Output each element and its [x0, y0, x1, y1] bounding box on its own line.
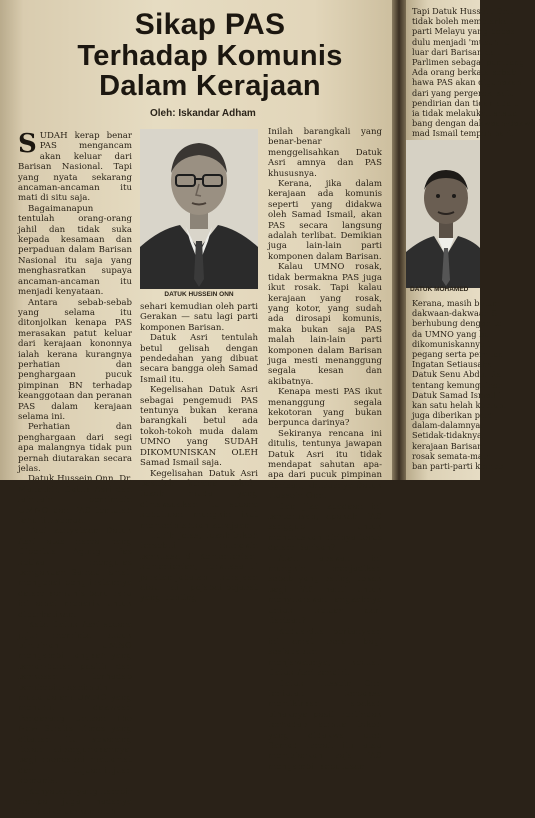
text-line: juga diberikan perh — [412, 410, 495, 421]
paragraph: sehari kemudian oleh parti Gerakan — satu lagi parti komponen Barisan. — [140, 302, 258, 333]
paragraph: Dan jika keadaan ini berterusan, apakah PAS sanggup untuk meneruskan dirinya terus dalam Barisan? — [268, 501, 382, 554]
text-line: dakwaan-dakwaan S — [412, 308, 498, 319]
lead-text: UDAH kerap benar PAS mengancam akan keluar dari Barisan Nasional. Tapi yang nyata sekarang ancaman-ancaman itu mati di situ saja. — [18, 131, 132, 204]
portrait-illustration — [406, 140, 480, 288]
text-line: ban parti-parti kompo — [412, 461, 504, 471]
paragraph: Bagaimanapun tentulah orang-orang jahil dan tidak suka kepada kesamaan dan perpaduan dalam Barisan Nasional itu saja yang menghasratkan supaya ancaman-ancaman itu menjadi kenyataan. — [18, 203, 132, 298]
paragraph: Datuk Asri tentulah betul gelisah dengan pendedahan yang dibuat secara bangga oleh Samad Ismail itu. — [140, 333, 258, 385]
paragraph: Kenyataan yang hampir serupa juga nadanya telah dikeluarkan oleh — [18, 786, 132, 818]
headline-line-3: Dalam Kerajaan — [99, 70, 321, 102]
text-line: dulu menjadi 'musuh' U — [412, 36, 511, 47]
paragraph: Inilah barangkali yang benar-benar menggelisahkan Datuk Asri amnya dan PAS khususnya. — [268, 127, 382, 179]
paragraph: Perhatian dan penghargaan dari segi apa malangnya tidak pun pernah diutarakan secara jelas. — [18, 422, 132, 474]
paragraph: Kenapa mesti PAS ikut menanggung segala kekotoran yang bukan berpunca darinya? — [268, 387, 382, 429]
article-column-2 — [140, 302, 258, 604]
text-line: kerajaan Barisan — [412, 440, 483, 451]
text-line: pendirian dan tidak ada p — [412, 97, 519, 108]
photo-caption: DATUK HUSSEIN ONN — [164, 291, 234, 298]
paragraph: Tapi kenyataan Datuk Asri atas nama Yang Dipertua Agung Pas ketika mengulas pengakuan Samad Ismail mengenai penglibatannya dalam komunis baru-baru ini amat menarik untuk diperhatikan. — [18, 526, 132, 620]
portrait-photo-mohamed — [406, 140, 480, 288]
paragraph: Kegelisahan Datuk Asri sebagai pengemudi PAS tentunya bukan kerana barangkali betul ada tokoh-tokoh muda dalam UMNO yang SUDAH DIKOMUNISKAN OLEH Samad Ismail saja. — [140, 385, 258, 469]
text-line: Ada orang berkata sebab — [412, 67, 517, 78]
text-line: ia tidak melakukan sesua — [412, 107, 518, 118]
portrait-illustration — [140, 129, 258, 289]
text-line: kan satu helah komuni — [412, 399, 507, 410]
paragraph: Datuk Hussein Onn, Dr. Mahathir, Datuk Asri dan lain-lain pemimpin UMNO dan PAS tentulah tahu itu semua. — [18, 474, 132, 527]
text-line: mad Ismail tempoh hari. — [412, 128, 514, 139]
headline-line-2: Terhadap Komunis — [77, 40, 343, 72]
paragraph: Kegelisahan Datuk Asri pastilah kerana tokoh-tokoh muda yang dimaksudkan itu secara kebetulan mungkin ikut memerintahkan kerajaan. — [140, 468, 258, 531]
article-column-1 — [18, 129, 132, 818]
text-line: Datuk Senu Abdul Ra — [412, 369, 502, 380]
headline-line-1: Sikap PAS — [134, 8, 286, 41]
paragraph: Lebih jelas, tokoh-tokoh tersebut mungkin berkuasa di Kementerian-kementerian, berkuasa di jabatan-jabatan kerajaan atau di pejabat-pejabat yang penting — [140, 530, 258, 604]
byline: Oleh: Iskandar Adham — [150, 108, 256, 119]
text-line: parti Melayu yang bebas — [412, 26, 515, 37]
text-line: berhubung dengan to — [412, 318, 502, 329]
drop-cap: S — [18, 129, 37, 159]
right-page — [406, 0, 535, 480]
text-line: Datuk Samad Ismail i — [412, 389, 502, 400]
text-line: dari yang pergerak, satu — [412, 87, 515, 98]
paragraph: Datuk Hussein Onn tentulah terpaksa memikirkan apakah pihaknya pasti bertindak terhadap semua tokoh yang didakwa oleh Samad Ismail itu atau membiarkan saja PAS mengambil keputusan — [268, 678, 382, 772]
paragraph: Atau apakah ini mungkin menjadikan sebab yang paling pokok bagi PAS nanti untuk menyuarakan langkahnya untuk 'keluar' dari Barisan? — [268, 553, 382, 627]
text-line: Kerana, masih belum — [412, 298, 500, 308]
text-line: hawa PAS akan digunakan — [412, 77, 522, 88]
text-line: rosak semata-mata — [412, 450, 491, 461]
text-line: bang dengan dakwaan-dakwa — [412, 118, 535, 129]
right-column-bottom — [412, 298, 507, 471]
text-line: tentang kemungkinan — [412, 379, 504, 390]
portrait-photo-hussein-onn — [140, 129, 258, 289]
paragraph: Kata Datuk Asri secara jujur meminta pucuk pimpinan UMNO mengambil langkah yang benar-benar positif dan berkesan terhadap pemimpin-pemimpin muda dalam UMNO yang menurut dakwaan Pengarang Urusan The New Straits Times yang ditahan itu sekarang 'telah dipergunakannya' bagi mencapai matlamat dan tujuan-tujuan komunis. — [18, 620, 132, 787]
right-photo-caption: DATUK MOHAMED — [410, 286, 469, 293]
text-line: dikomuniskannya i — [412, 338, 490, 349]
text-line: Ingatan Setiausaha — [412, 359, 493, 370]
right-column-top — [412, 6, 535, 139]
paragraph: Kedua-dua pertanyaan ini amat berat bagi sesiapapun menjawabnya, kecuali Datuk Asri sendiri. — [268, 626, 382, 679]
text-line: Setidak-tidaknya, — [412, 430, 485, 441]
paragraph: Kerana, jika dalam kerajaan ada komunis seperti yang didakwa oleh Samad Ismail, akan PAS secara langsung adalah terlibat. Demikian juga lain-lain parti komponen dalam Barisan. — [268, 179, 382, 262]
article-column-3 — [268, 127, 382, 772]
text-line: tidak boleh membiarkan — [412, 16, 514, 27]
text-line: dalam-dalamnya. — [412, 420, 483, 431]
text-line: Tapi Datuk Hussein Onn — [412, 6, 514, 16]
text-line: Parlimen sebagai pembang — [412, 56, 525, 67]
paragraph: Kalau UMNO rosak, tidak bermakna PAS juga ikut rosak. Tapi kalau kerajaan yang rosak, yang kotor, yang sudah ada dirosapi komunis, maka bukan saja PAS malah lain-lain parti komponen dalam Barisan juga mesti menanggung segala kesan dan akibatnya. — [268, 262, 382, 387]
page-gutter — [392, 0, 406, 480]
paragraph: Antara sebab-sebab yang selama itu ditonjolkan kenapa PAS merasakan patut keluar dari kerajaan kononnya ialah kerana kurangnya perhatian dan penghargaan pucuk pimpinan BN terhadap keanggotaan dan peranan PAS dalam kerajaan selama ini. — [18, 297, 132, 422]
text-line: da UMNO yang be — [412, 328, 490, 339]
paragraph: Sekiranya rencana ini ditulis, tentunya jawapan Datuk Asri itu tidak mendapat sahutan apa-apa dari pucuk pimpinan Barisan, khususnya Datuk Hussein Onn. — [268, 428, 382, 502]
text-line: luar dari Barisan dan — [412, 46, 501, 57]
text-line: pegang serta peranan — [412, 348, 504, 359]
article-lead-paragraph — [18, 131, 132, 204]
